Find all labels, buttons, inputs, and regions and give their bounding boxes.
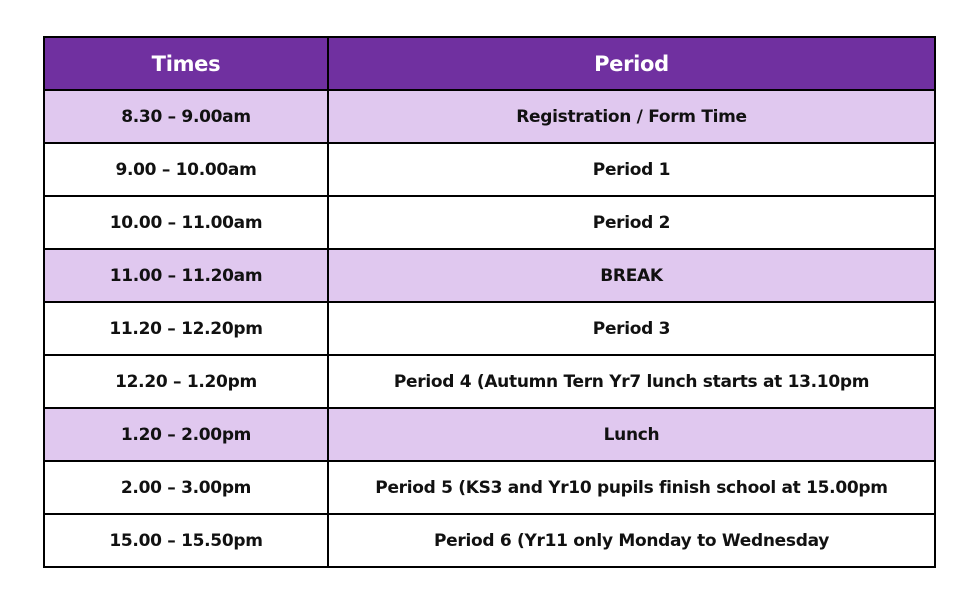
table-row: [44, 143, 935, 196]
period-cell: Period 1: [328, 143, 935, 196]
time-cell: 9.00 – 10.00am: [44, 143, 328, 196]
table-row: [44, 90, 935, 143]
time-cell: 2.00 – 3.00pm: [44, 461, 328, 514]
time-cell: 8.30 – 9.00am: [44, 90, 328, 143]
table-row: [44, 514, 935, 567]
time-cell: 12.20 – 1.20pm: [44, 355, 328, 408]
table-row: [44, 249, 935, 302]
period-cell: BREAK: [328, 249, 935, 302]
period-cell: Period 2: [328, 196, 935, 249]
table-row: [44, 461, 935, 514]
table-row: [44, 302, 935, 355]
period-cell: Period 3: [328, 302, 935, 355]
period-cell: Period 4 (Autumn Tern Yr7 lunch starts at 13.10pm: [328, 355, 935, 408]
time-cell: 11.00 – 11.20am: [44, 249, 328, 302]
table-row: [44, 408, 935, 461]
table-row: [44, 355, 935, 408]
period-cell: Lunch: [328, 408, 935, 461]
header-times: Times: [44, 37, 328, 90]
school-day-timetable: [43, 36, 936, 568]
header-period: Period: [328, 37, 935, 90]
header-row: [44, 37, 935, 90]
period-cell: Period 6 (Yr11 only Monday to Wednesday: [328, 514, 935, 567]
table-row: [44, 196, 935, 249]
time-cell: 10.00 – 11.00am: [44, 196, 328, 249]
time-cell: 15.00 – 15.50pm: [44, 514, 328, 567]
time-cell: 11.20 – 12.20pm: [44, 302, 328, 355]
time-cell: 1.20 – 2.00pm: [44, 408, 328, 461]
period-cell: Period 5 (KS3 and Yr10 pupils finish school at 15.00pm: [328, 461, 935, 514]
period-cell: Registration / Form Time: [328, 90, 935, 143]
